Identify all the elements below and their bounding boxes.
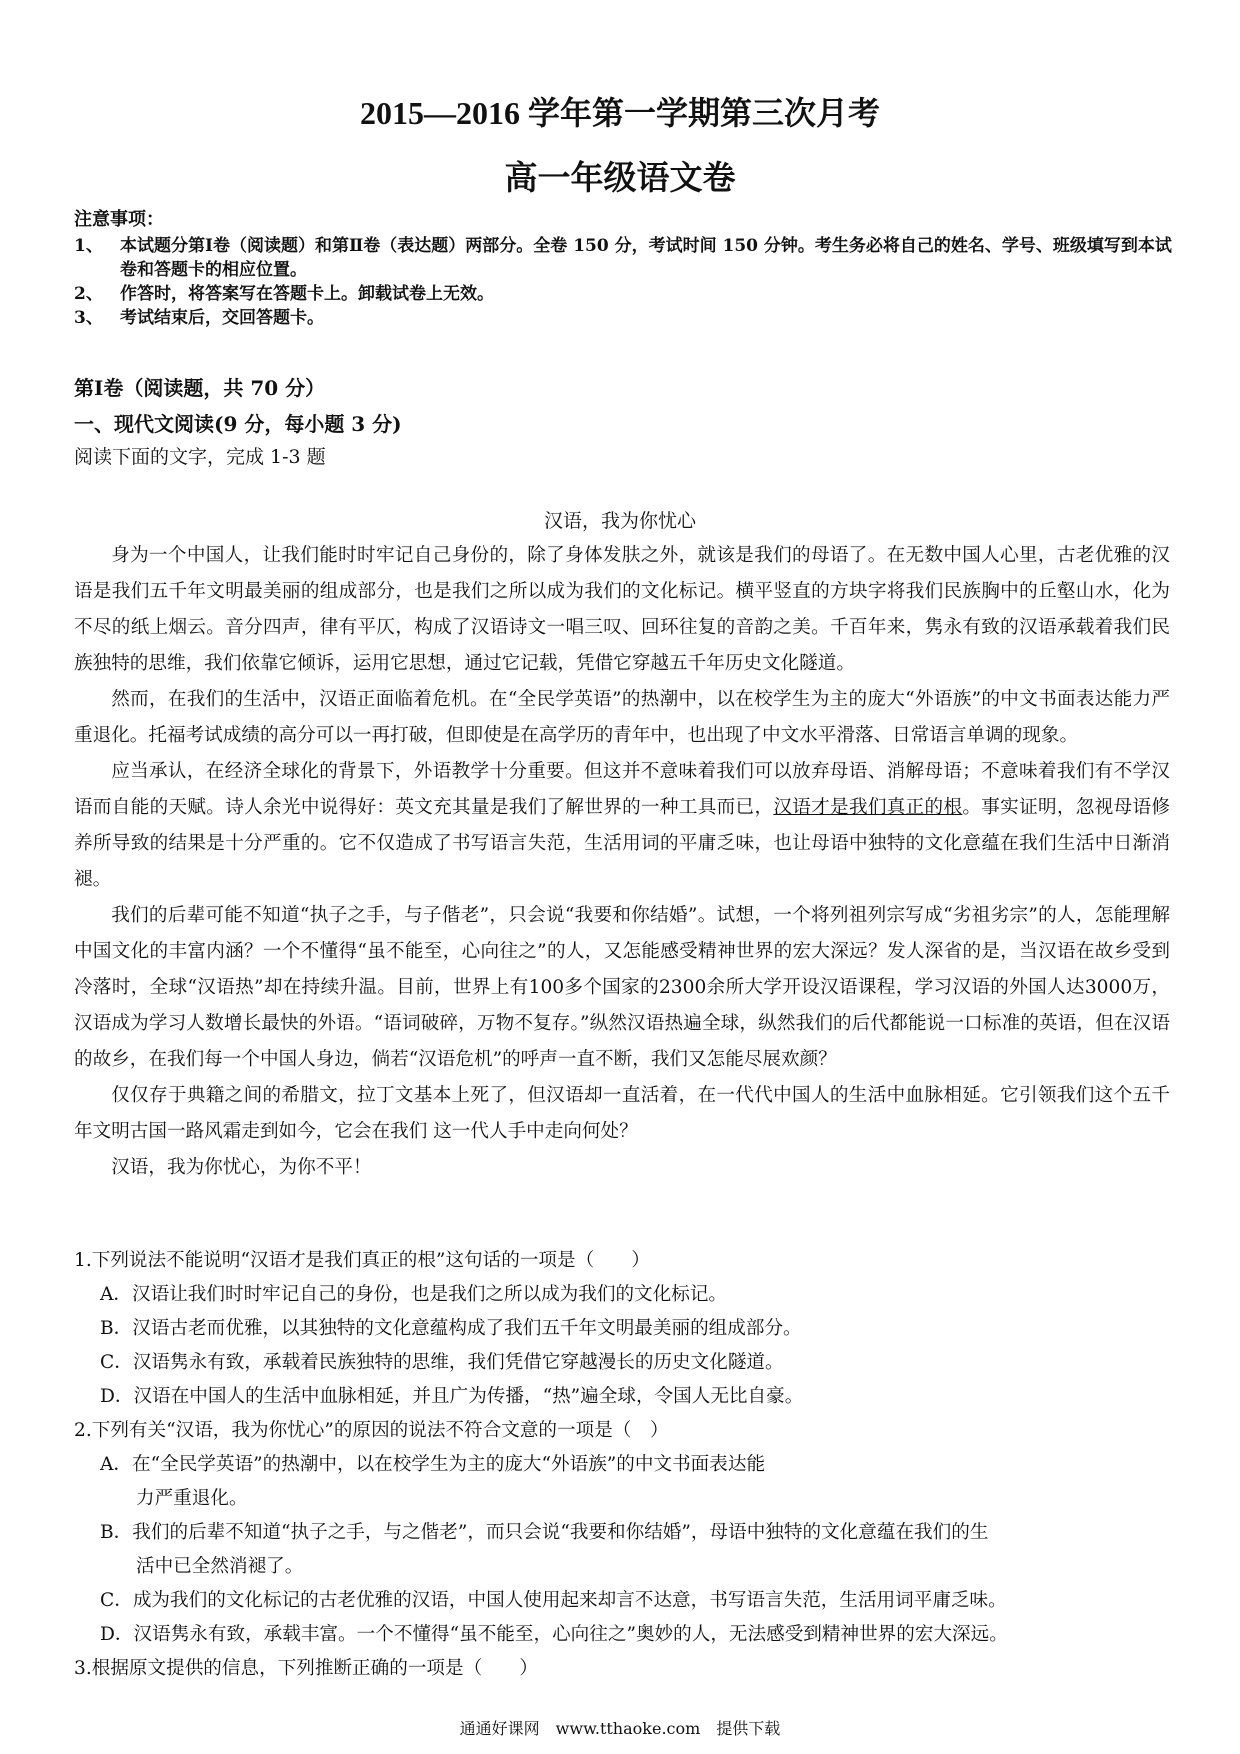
- exam-subtitle: 高一年级语文卷: [504, 158, 736, 197]
- exam-title: 2015—2016 学年第一学期第三次月考: [359, 95, 880, 131]
- questions-block: [74, 1244, 1174, 1686]
- download-footer: 通通好课网 www.tthaoke.com 提供下载: [459, 1719, 781, 1738]
- notice-heading: 注意事项：: [74, 209, 164, 230]
- notice-item: [74, 234, 1174, 282]
- option-line-continued: 力严重退化。: [136, 1488, 248, 1509]
- question-2-option-c: C．成为我们的文化标记的古老优雅的汉语，中国人使用起来却言不达意，书写语言失范，生活用词平庸乏味。: [100, 1590, 1007, 1611]
- option-line-continued: 活中已全然消褪了。: [136, 1556, 304, 1577]
- notice-item: [74, 282, 1174, 306]
- article-paragraph: 汉语，我为你忧心，为你不平！: [111, 1157, 372, 1178]
- article-paragraph: 然而，在我们的生活中，汉语正面临着危机。在“全民学英语”的热潮中，以在校学生为主的庞大“外语族”的中文书面表达能力严重退化。托福考试成绩的高分可以一再打破，但即使是在高学历的青年中，也出现了中文水平滑落、日常语言单调的现象。: [74, 689, 1170, 746]
- article-paragraph: 仅仅存于典籍之间的希腊文，拉丁文基本上死了，但汉语却一直活着，在一代代中国人的生活中血脉相延。它引领我们这个五千年文明古国一路风霜走到如今，它会在我们 这一代人手中走向何处？: [74, 1085, 1170, 1142]
- notice-item-text: 作答时，将答案写在答题卡上。卸载试卷上无效。: [120, 284, 494, 304]
- paragraph-text: 应当承认，在经济全球化的背景下，外语教学十分重要。但这并不意味着我们可以放弃母语、消解母语；不意味着我们有不学汉语而自能的天赋。诗人余光中说得好：英文充其量是我们了解世界的一种工具而已，: [74, 761, 1170, 818]
- question-1: 1.下列说法不能说明“汉语才是我们真正的根”这句话的一项是（ ）: [74, 1250, 650, 1271]
- notice-item-number: 2、: [74, 284, 103, 304]
- section-heading: 一、现代文阅读(9 分，每小题 3 分): [74, 412, 402, 436]
- question-1-option-d: D．汉语在中国人的生活中血脉相延，并且广为传播，“热”遍全球，令国人无比自豪。: [100, 1386, 804, 1407]
- question-2-option-a: [100, 1448, 1174, 1516]
- question-2-option-d: D．汉语隽永有致，承载丰富。一个不懂得“虽不能至，心向往之”奥妙的人，无法感受到精神世界的宏大深远。: [100, 1624, 1008, 1645]
- notice-item: [74, 306, 1174, 330]
- question-3: 3.根据原文提供的信息，下列推断正确的一项是（ ）: [74, 1658, 538, 1679]
- paragraph-text: 。事实证明，忽视母语修养所导致的结果是十分严重的。它不仅造成了书写语言失范，生活用词的平庸乏味，也让母语中独特的文化意蕴在我们生活中日渐消褪。: [74, 797, 1170, 890]
- article-body: [74, 538, 1170, 1186]
- article-paragraph: 我们的后辈可能不知道“执子之手，与子偕老”，只会说“我要和你结婚”。试想，一个将列祖列宗写成“劣祖劣宗”的人，怎能理解中国文化的丰富内涵？一个不懂得“虽不能至，心向往之”的人，又怎能感受精神世界的宏大深远？发人深省的是，当汉语在故乡受到冷落时，全球“汉语热”却在持续升温。目前，世界上有100多个国家的2300余所大学开设汉语课程，学习汉语的外国人达3000万，汉语成为学习人数增长最快的外语。“语词破碎，万物不复存。”纵然汉语热遍全球，纵然我们的后代都能说一口标准的英语，但在汉语的故乡，在我们每一个中国人身边，倘若“汉语危机”的呼声一直不断，我们又怎能尽展欢颜？: [74, 905, 1170, 1070]
- article-paragraph: [74, 754, 1170, 898]
- question-2-option-b: [100, 1516, 1174, 1584]
- notice-block: [74, 208, 1174, 330]
- part-heading: 第Ⅰ卷（阅读题，共 70 分）: [74, 376, 326, 400]
- notice-item-number: 1、: [74, 236, 103, 256]
- notice-item-number: 3、: [74, 308, 103, 328]
- question-1-option-c: C．汉语隽永有致，承载着民族独特的思维，我们凭借它穿越漫长的历史文化隧道。: [100, 1352, 784, 1373]
- notice-item-text: 考试结束后，交回答题卡。: [120, 308, 324, 328]
- notice-item-text: 本试题分第Ⅰ卷（阅读题）和第Ⅱ卷（表达题）两部分。全卷 150 分，考试时间 150 分钟。考生务必将自己的姓名、学号、班级填写到本试卷和答题卡的相应位置。: [120, 236, 1172, 280]
- article-title: 汉语，我为你忧心: [543, 510, 696, 532]
- option-line: A．在“全民学英语”的热潮中，以在校学生为主的庞大“外语族”的中文书面表达能: [100, 1454, 766, 1475]
- underlined-quote: 汉语才是我们真正的根: [773, 797, 963, 818]
- option-line: B．我们的后辈不知道“执子之手，与之偕老”，而只会说“我要和你结婚”，母语中独特的文化意蕴在我们的生: [100, 1522, 989, 1543]
- question-1-option-b: B．汉语古老而优雅，以其独特的文化意蕴构成了我们五千年文明最美丽的组成部分。: [100, 1318, 802, 1339]
- question-2: 2.下列有关“汉语，我为你忧心”的原因的说法不符合文意的一项是（ ）: [74, 1420, 669, 1441]
- article-paragraph: 身为一个中国人，让我们能时时牢记自己身份的，除了身体发肤之外，就该是我们的母语了。在无数中国人心里，古老优雅的汉语是我们五千年文明最美丽的组成部分，也是我们之所以成为我们的文化标记。横平竖直的方块字将我们民族胸中的丘壑山水，化为不尽的纸上烟云。音分四声，律有平仄，构成了汉语诗文一唱三叹、回环往复的音韵之美。千百年来，隽永有致的汉语承载着我们民族独特的思维，我们依靠它倾诉，运用它思想，通过它记载，凭借它穿越五千年历史文化隧道。: [74, 545, 1170, 674]
- question-1-option-a: A．汉语让我们时时牢记自己的身份，也是我们之所以成为我们的文化标记。: [100, 1284, 728, 1305]
- reading-instruction: 阅读下面的文字，完成 1-3 题: [74, 446, 326, 468]
